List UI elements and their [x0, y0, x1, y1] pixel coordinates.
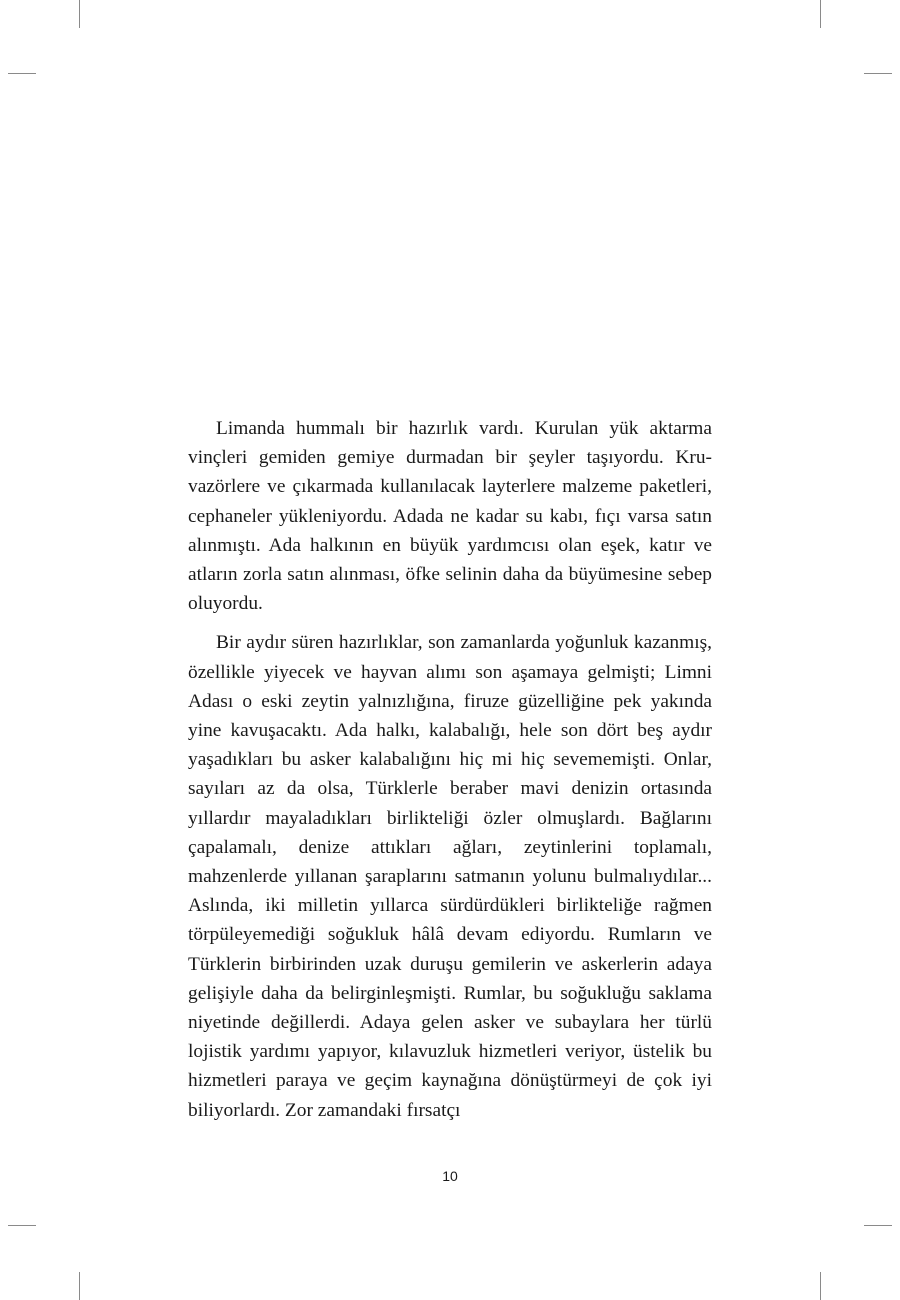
crop-mark-bottom-right-horizontal — [864, 1225, 892, 1226]
page-number: 10 — [442, 1168, 458, 1184]
crop-mark-bottom-left-horizontal — [8, 1225, 36, 1226]
crop-mark-top-left-vertical — [79, 0, 80, 28]
crop-mark-bottom-left-vertical — [79, 1272, 80, 1300]
paragraph: Bir aydır süren hazırlıklar, son zamanlarda yoğunluk kazanmış, özellikle yiyecek ve hayvan alımı son aşamaya gelmişti; Limni Adası o eski zeytin yalnızlığına, firuze güzelliğine pek yakında yine kavuşacaktı. Ada halkı, kalabalığı, hele son dört beş aydır yaşadıkları bu asker kalabalığını hiç mi hiç sevememişti. Onlar, sayıları az da olsa, Türklerle beraber mavi denizin ortasında yıllardır mayaladıkları birlikteliği özler olmuşlardı. Bağlarını çapalamalı, denize attıkları ağları, zeytinlerini toplamalı, mahzenlerde yıllanan şaraplarını satmanın yolunu bulmalıydılar... Aslında, iki milletin yıllarca sürdürdükleri birlikteliğe rağmen törpüleyemediği soğukluk hâlâ devam ediyordu. Rumların ve Türklerin birbirinden uzak duruşu gemilerin ve askerlerin adaya gelişiyle daha da belirginleşmişti. Rumlar, bu soğukluğu saklama niyetinde değillerdi. Adaya gelen asker ve subaylara her türlü lojistik yardımı yapıyor, kılavuzluk hizmetleri veriyor, üstelik bu hizmetleri paraya ve geçim kaynağına dönüştürmeyi de çok iyi biliyorlardı. Zor zamandaki fırsatçı — [188, 632, 712, 1121]
crop-mark-top-right-vertical — [820, 0, 821, 28]
crop-mark-top-left-horizontal — [8, 73, 36, 74]
body-text — [188, 414, 712, 1125]
crop-mark-top-right-horizontal — [864, 73, 892, 74]
crop-mark-bottom-right-vertical — [820, 1272, 821, 1300]
paragraph: Limanda hummalı bir hazırlık vardı. Kurulan yük aktarma vinçleri gemiden gemiye durmadan bir şeyler taşıyordu. Kruvazörlere ve çıkarmada kullanılacak layterlere malzeme paketleri, cephaneler yükleniyordu. Adada ne kadar su kabı, fıçı varsa satın alınmıştı. Ada halkının en büyük yardımcısı olan eşek, katır ve atların zorla satın alınması, öfke selinin daha da büyümesine sebep oluyordu. — [188, 418, 712, 615]
